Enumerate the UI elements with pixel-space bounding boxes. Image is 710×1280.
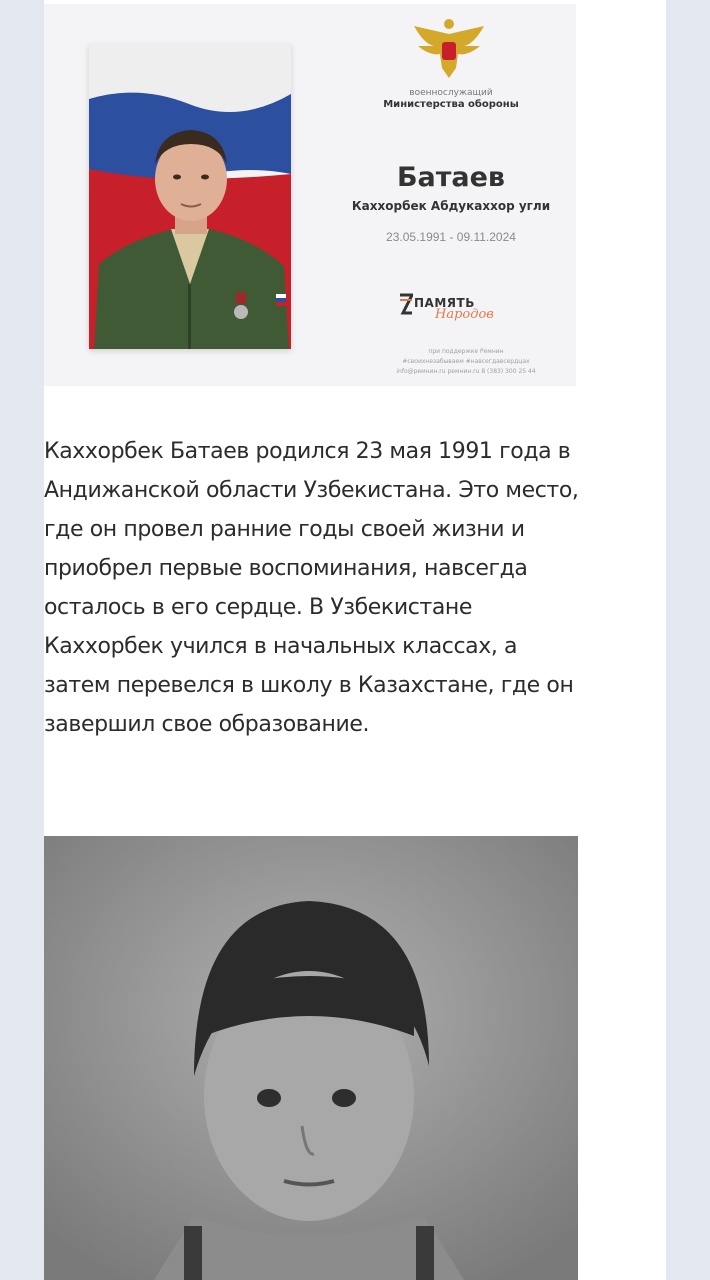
- soldier-surname: Батаев: [396, 162, 506, 193]
- z-symbol-icon: [399, 293, 413, 317]
- memorial-card: [44, 4, 576, 386]
- soldier-full-name: Каххорбек Абдукаххор угли: [351, 199, 551, 213]
- hashtags-line: #своихнезабываем #навсегдавсердцах: [402, 358, 530, 365]
- life-dates: 23.05.1991 - 09.11.2024: [386, 230, 516, 244]
- biography-paragraph: Каххорбек Батаев родился 23 мая 1991 года в Андижанской области Узбекистана. Это место, где он провел ранние годы своей жизни и приобрел первые воспоминания, навсегда осталось в его сердце. В Узбекистане Каххорбек учился в начальных классах, а затем перевелся в школу в Казахстане, где он завершил свое образование.: [44, 439, 579, 737]
- caption-ministry: Министерства обороны: [383, 99, 519, 110]
- contacts-line: info@ремнин.ru ремнин.ru 8 (383) 300 25 44: [396, 368, 536, 375]
- caption-serviceman: военнослужащий: [409, 88, 493, 98]
- logo-main-text: ПАМЯТЬ: [414, 296, 475, 310]
- support-line: при поддержке Ремнин: [428, 348, 504, 355]
- soldier-portrait[interactable]: [89, 44, 291, 349]
- pamyat-narodov-logo: [399, 293, 559, 329]
- eagle-emblem-icon: [404, 16, 494, 82]
- logo-script-text: Народов: [435, 307, 494, 322]
- childhood-photo-image: [44, 836, 578, 1280]
- soldier-portrait-image: [89, 44, 291, 349]
- childhood-photo[interactable]: [44, 836, 578, 1280]
